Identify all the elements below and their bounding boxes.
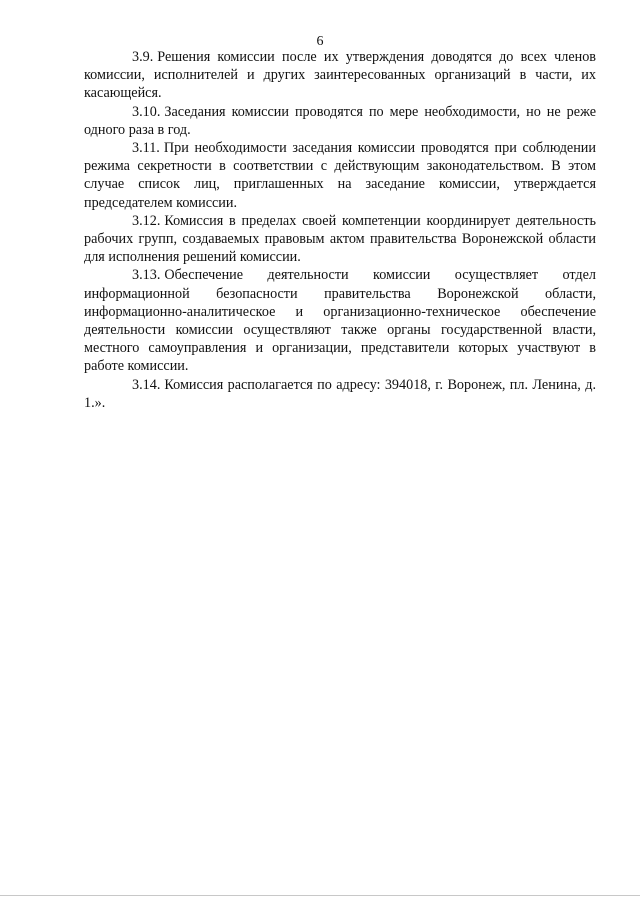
paragraph-3-9: [84, 48, 596, 103]
paragraph-number: 3.10.: [132, 103, 161, 120]
paragraph-number: 3.13.: [132, 267, 161, 284]
paragraph-text: Комиссия располагается по адресу: 394018, г. Воронеж, пл. Ленина, д. 1.».: [84, 376, 596, 411]
paragraph-3-10: [84, 103, 596, 139]
paragraph-number: 3.12.: [132, 212, 161, 229]
paragraph-number: 3.11.: [132, 140, 160, 157]
paragraph-text: Решения комиссии после их утверждения доводятся до всех членов комиссии, исполнителей и других заинтересованных организаций в части, их касающейся.: [84, 49, 596, 102]
page-number: 6: [316, 34, 324, 49]
document-body: [84, 48, 596, 412]
paragraph-number: 3.9.: [132, 49, 154, 65]
paragraph-text: При необходимости заседания комиссии проводятся при соблюдении режима секретности в соответствии с действующим законодательством. В этом случае список лиц, приглашенных на заседание комиссии, утверждается председателем комиссии.: [84, 140, 596, 211]
paragraph-3-11: [84, 139, 596, 212]
paragraph-text: Комиссия в пределах своей компетенции координирует деятельность рабочих групп, создаваемых правовым актом правительства Воронежской области для исполнения решений комиссии.: [84, 212, 596, 266]
paragraph-3-13: [84, 266, 596, 375]
paragraph-text: Заседания комиссии проводятся по мере необходимости, но не реже одного раза в год.: [84, 103, 596, 138]
paragraph-3-12: [84, 212, 596, 267]
paragraph-3-14: [84, 376, 596, 412]
bottom-edge-line: [0, 895, 640, 896]
paragraph-text: Обеспечение деятельности комиссии осуществляет отдел информационной безопасности правительства Воронежской области, информационно-аналитическое и организационно-техническое обеспечение деятельности комиссии осуществляют также органы государственной власти, местного самоуправления и организации, представители которых участвуют в работе комиссии.: [84, 267, 596, 375]
paragraph-number: 3.14.: [132, 376, 161, 393]
